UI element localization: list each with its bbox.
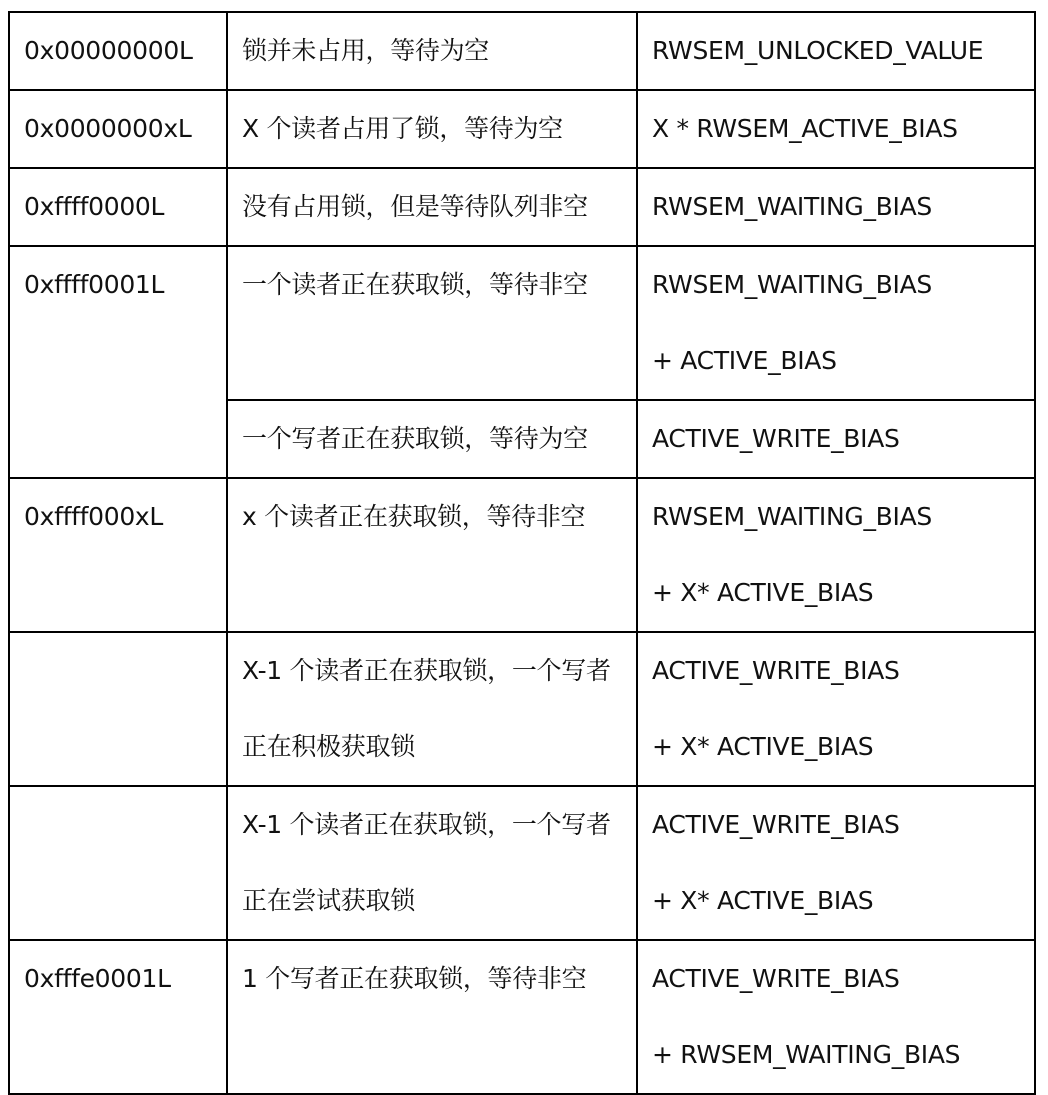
rwsem-state-table bbox=[8, 11, 1036, 1095]
table-row bbox=[9, 90, 1035, 168]
state-description-cell: 一个写者正在获取锁，等待为空 bbox=[227, 400, 637, 478]
count-value-cell bbox=[9, 632, 227, 786]
state-description-cell: 锁并未占用，等待为空 bbox=[227, 12, 637, 90]
state-description-cell: x 个读者正在获取锁，等待非空 bbox=[227, 478, 637, 632]
state-description-cell: 没有占用锁，但是等待队列非空 bbox=[227, 168, 637, 246]
table-row bbox=[9, 940, 1035, 1094]
state-description-cell: 1 个写者正在获取锁，等待非空 bbox=[227, 940, 637, 1094]
table-row bbox=[9, 12, 1035, 90]
bias-expression-cell: RWSEM_WAITING_BIAS + ACTIVE_BIAS bbox=[637, 246, 1035, 400]
bias-expression-cell: ACTIVE_WRITE_BIAS + X* ACTIVE_BIAS bbox=[637, 786, 1035, 940]
bias-expression-cell: RWSEM_WAITING_BIAS + X* ACTIVE_BIAS bbox=[637, 478, 1035, 632]
state-description-cell: X-1 个读者正在获取锁，一个写者 正在尝试获取锁 bbox=[227, 786, 637, 940]
count-value-cell bbox=[9, 786, 227, 940]
table-row bbox=[9, 246, 1035, 400]
state-description-cell: X 个读者占用了锁，等待为空 bbox=[227, 90, 637, 168]
count-value-cell: 0xffff0001L bbox=[9, 246, 227, 478]
table-row bbox=[9, 478, 1035, 632]
count-value-cell: 0xfffe0001L bbox=[9, 940, 227, 1094]
count-value-cell: 0x0000000xL bbox=[9, 90, 227, 168]
state-description-cell: 一个读者正在获取锁，等待非空 bbox=[227, 246, 637, 400]
table-row bbox=[9, 632, 1035, 786]
state-description-cell: X-1 个读者正在获取锁，一个写者 正在积极获取锁 bbox=[227, 632, 637, 786]
table-row bbox=[9, 786, 1035, 940]
count-value-cell: 0xffff000xL bbox=[9, 478, 227, 632]
bias-expression-cell: ACTIVE_WRITE_BIAS bbox=[637, 400, 1035, 478]
bias-expression-cell: RWSEM_WAITING_BIAS bbox=[637, 168, 1035, 246]
count-value-cell: 0xffff0000L bbox=[9, 168, 227, 246]
count-value-cell: 0x00000000L bbox=[9, 12, 227, 90]
bias-expression-cell: ACTIVE_WRITE_BIAS + X* ACTIVE_BIAS bbox=[637, 632, 1035, 786]
bias-expression-cell: RWSEM_UNLOCKED_VALUE bbox=[637, 12, 1035, 90]
bias-expression-cell: X * RWSEM_ACTIVE_BIAS bbox=[637, 90, 1035, 168]
bias-expression-cell: ACTIVE_WRITE_BIAS + RWSEM_WAITING_BIAS bbox=[637, 940, 1035, 1094]
table-row bbox=[9, 168, 1035, 246]
